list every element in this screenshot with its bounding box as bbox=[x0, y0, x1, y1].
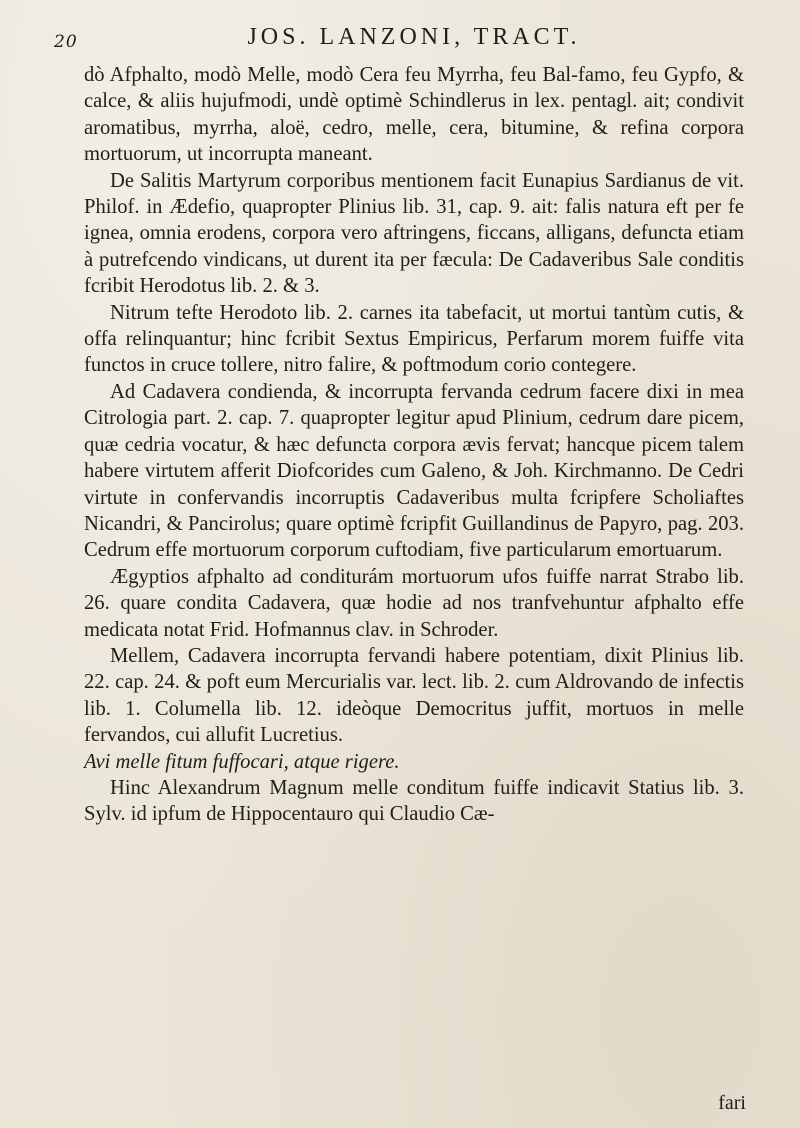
verse-quote: Avi melle fitum fuffocari, atque rigere. bbox=[84, 750, 400, 773]
page-number: 20 bbox=[54, 32, 78, 52]
paragraph-alexandrum: Hinc Alexandrum Magnum melle conditum fuiffe indicavit Statius lib. 3. Sylv. id ipfum de Hippocentauro qui Claudio Cæ- bbox=[84, 776, 744, 826]
catchword: fari bbox=[718, 1092, 746, 1114]
paragraph-cedrum: Ad Cadavera condienda, & incorrupta fervanda cedrum facere dixi in mea Citrologia part. 2. cap. 7. quapropter legitur apud Plinium, cedrum dare picem, quæ cedria vocatur, & hæc defuncta corpora ævis fervat; hancque picem talem habere virtutem afferit Diofcorides cum Galeno, & Joh. Kirchmanno. De Cedri virtute in confervandis incorruptis Cadaveribus multa fcripfere Scholiaftes Nicandri, & Pancirolus; quare optimè fcripfit Guillandinus de Papyro, pag. 203. Cedrum effe mortuorum corporum cuftodiam, five particularum emortuarum. bbox=[84, 380, 744, 562]
paragraph-salitis: De Salitis Martyrum corporibus mentionem facit Eunapius Sardianus de vit. Philof. in Ædefio, quapropter Plinius lib. 31, cap. 9. ait: falis natura eft per fe ignea, omnia erodens, corpora vero aftringens, ficcans, alligans, defuncta etiam à putrefcendo vindicans, ut durent ita per fæcula: De Cadaveribus Sale conditis fcribit Herodotus lib. 2. & 3. bbox=[84, 169, 744, 298]
running-head: JOS. LANZONI, TRACT. bbox=[247, 24, 581, 50]
paragraph-continuation: dò Afphalto, modò Melle, modò Cera feu Myrrha, feu Bal-famo, feu Gypfo, & calce, & aliis hujufmodi, undè optimè Schindlerus in lex. pentagl. ait; condivit aromatibus, myrrha, aloë, cedro, melle, cera, bitumine, & refina corpora mortuorum, ut incorrupta maneant. bbox=[84, 64, 744, 166]
paragraph-mellem: Mellem, Cadavera incorrupta fervandi habere potentiam, dixit Plinius lib. 22. cap. 24. & poft eum Mercurialis var. lect. lib. 2. cum Aldrovando de infectis lib. 1. Columella lib. 12. ideòque Democritus juffit, mortuos in melle fervandos, cui allufit Lucretius. bbox=[84, 644, 744, 747]
body-text bbox=[84, 62, 744, 828]
paragraph-nitrum: Nitrum tefte Herodoto lib. 2. carnes ita tabefacit, ut mortui tantùm cutis, & offa relinquantur; hinc fcribit Sextus Empiricus, Perfarum morem fuiffe vita functos in cruce tollere, nitro falire, & poftmodum corio contegere. bbox=[84, 301, 744, 377]
page-header bbox=[54, 16, 744, 62]
paragraph-aegyptios: Ægyptios afphalto ad conditurám mortuorum ufos fuiffe narrat Strabo lib. 26. quare condita Cadavera, quæ hodie ad nos tranfvehuntur afphalto effe medicata notat Frid. Hofmannus clav. in Schroder. bbox=[84, 565, 744, 641]
